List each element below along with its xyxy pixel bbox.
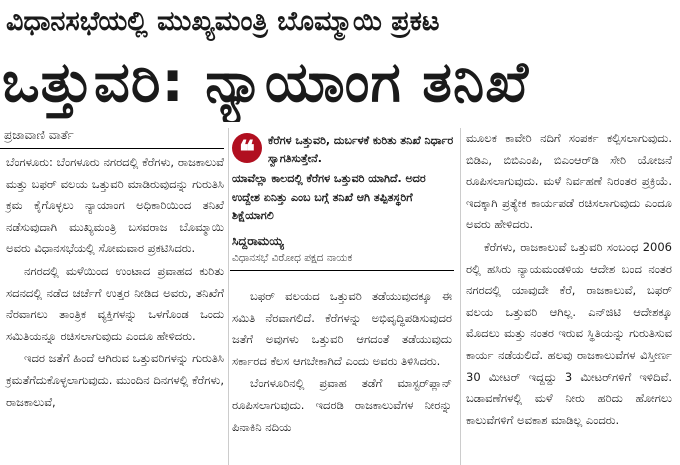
pull-quote-text-bottom: ಯಾವೆಲ್ಲಾ ಕಾಲದಲ್ಲಿ ಕೆರೆಗಳ ಒತ್ತುವರಿ ಯಾಗಿದೆ. ಅದರ ಉದ್ದೇಶ ಏನಿತ್ತು ಎಂಬ ಬಗ್ಗೆ ತನಿಖೆ ಆಗಿ ತಪ್ಪಿತಸ್ಥರಿಗೆ ಶಿಕ್ಷೆಯಾಗಲಿ (232, 172, 426, 222)
byline-divider (0, 148, 224, 149)
paragraph: ಬೆಂಗಳೂರು: ಬೆಂಗಳೂರು ನಗರದಲ್ಲಿ ಕೆರೆಗಳು, ರಾಜಕಾಲುವೆ ಮತ್ತು ಬಫರ್ ವಲಯ ಒತ್ತುವರಿ ಮಾಡಿರುವುದನ್ನು ಗುರುತಿಸಿ ಕ್ರಮ ಕೈಗೊಳ್ಳಲು ನ್ಯಾಯಾಂಗ ಅಧಿಕಾರಿಯಿಂದ ತನಿಖೆ ನಡೆಸುವುದಾಗಿ ಮುಖ್ಯಮಂತ್ರಿ ಬಸವರಾಜ ಬೊಮ್ಮಾಯಿ ಅವರು ವಿಧಾನಸಭೆಯಲ್ಲಿ ಸೋಮವಾರ ಪ್ರಕಟಿಸಿದರು. (6, 155, 224, 256)
headline: ಒತ್ತುವರಿ: ನ್ಯಾಯಾಂಗ ತನಿಖೆ (2, 50, 530, 115)
pull-quote-name: ಸಿದ್ದರಾಮಯ್ಯ (232, 234, 284, 248)
article-column-1 (6, 152, 224, 414)
paragraph: ನಗರದಲ್ಲಿ ಮಳೆಯಿಂದ ಉಂಟಾದ ಪ್ರವಾಹದ ಕುರಿತು ಸದನದಲ್ಲಿ ನಡೆದ ಚರ್ಚೆಗೆ ಉತ್ತರ ನೀಡಿದ ಅವರು, ತನಿಖೆಗೆ ನೆರವಾಗಲು ತಾಂತ್ರಿಕ ವ್ಯಕ್ತಿಗಳನ್ನು ಒಳಗೊಂಡ ಒಂದು ಸಮಿತಿಯನ್ನೂ ರಚಿಸಲಾಗುವುದು ಎಂದೂ ಹೇಳಿದರು. (6, 263, 224, 343)
pull-quote-text-top: ಕೆರೆಗಳ ಒತ್ತುವರಿ, ದುರ್ಬಳಕೆ ಕುರಿತು ತನಿಖೆ ನಿರ್ಧಾರ ಸ್ವಾಗತಿಸುತ್ತೇನೆ. (268, 134, 454, 165)
pull-quote (230, 130, 456, 270)
paragraph: ಮೂಲಕ ಕಾವೇರಿ ನದಿಗೆ ಸಂಪರ್ಕ ಕಲ್ಪಿಸಲಾಗುವುದು. ಬಿಡಿಎ, ಬಿಬಿಎಂಪಿ, ಬಿಎಂಆರ್‌ಡಿ ಸೇರಿ ಯೋಜನೆ ರೂಪಿಸಲಾಗುವುದು. ಮಳೆ ನಿರ್ವಹಣೆ ನಿರಂತರ ಪ್ರಕ್ರಿಯೆ. ಇದಕ್ಕಾಗಿ ಪ್ರತ್ಯೇಕ ಕಾರ್ಯಪಡೆ ರಚಿಸಲಾಗುವುದು ಎಂದೂ ಅವರು ಹೇಳಿದರು. (466, 131, 672, 232)
paragraph: ಇದರ ಜತೆಗೆ ಹಿಂದೆ ಆಗಿರುವ ಒತ್ತುವರಿಗಳನ್ನು ಗುರುತಿಸಿ ಕ್ರಮತೆಗೆದುಕೊಳ್ಳಲಾಗುವುದು. ಮುಂದಿನ ದಿನಗಳಲ್ಲಿ ಕೆರೆಗಳು, ರಾಜಕಾಲುವೆ, (6, 351, 224, 409)
article-column-2 (232, 286, 452, 439)
column-rule (228, 128, 229, 465)
byline: ಪ್ರಜಾವಾಣಿ ವಾರ್ತೆ (4, 128, 74, 142)
paragraph: ಬಫರ್ ವಲಯದ ಒತ್ತುವರಿ ತಡೆಯುವುದಕ್ಕೂ ಈ ಸಮಿತಿ ನೆರವಾಗಲಿದೆ. ಕೆರೆಗಳನ್ನು ಅಭಿವೃದ್ಧಿಪಡಿಸುವುದರ ಜತೆಗೆ ಅವುಗಳು ಒತ್ತುವರಿ ಆಗದಂತೆ ತಡೆಯುವುದು ಸರ್ಕಾರದ ಕೆಲಸ ಆಗಬೇಕಾಗಿದೆ ಎಂದು ಅವರು ತಿಳಿಸಿದರು. (232, 289, 452, 368)
article-column-3 (466, 128, 672, 432)
kicker: ವಿಧಾನಸಭೆಯಲ್ಲಿ ಮುಖ್ಯಮಂತ್ರಿ ಬೊಮ್ಮಾಯಿ ಪ್ರಕಟ (6, 6, 440, 37)
pull-quote-divider (230, 270, 454, 271)
pull-quote-role: ವಿಧಾನಸಭೆ ವಿರೋಧ ಪಕ್ಷದ ನಾಯಕ (232, 252, 353, 264)
paragraph: ಬೆಂಗಳೂರಿನಲ್ಲಿ ಪ್ರವಾಹ ತಡೆಗೆ ಮಾಸ್ಟರ್‌ಪ್ಲಾನ್ ರೂಪಿಸಲಾಗುವುದು. ಇದರಡಿ ರಾಜಕಾಲುವೆಗಳ ನೀರನ್ನು ಪಿನಾಕಿನಿ ನದಿಯ (232, 376, 452, 434)
paragraph: ಕೆರೆಗಳು, ರಾಜಕಾಲುವೆ ಒತ್ತುವರಿ ಸಂಬಂಧ 2006 ರಲ್ಲಿ ಹಸಿರು ನ್ಯಾಯಮಂಡಳಿಯ ಆದೇಶ ಬಂದ ನಂತರ ನಗರದಲ್ಲಿ ಯಾವುದೇ ಕೆರೆ, ರಾಜಕಾಲುವೆ, ಬಫರ್ ವಲಯ ಒತ್ತುವರಿ ಆಗಿಲ್ಲ. ಎನ್‌ಜಿಟಿ ಆದೇಶಕ್ಕೂ ಮೊದಲು ಮತ್ತು ನಂತರ ಇರುವ ಸ್ಥಿತಿಯನ್ನು ಗುರುತಿಸುವ ಕಾರ್ಯ ನಡೆಯಲಿದೆ. ಹಲವು ರಾಜಕಾಲುವೆಗಳ ವಿಸ್ತೀರ್ಣ 30 ಮೀಟರ್ ಇದ್ದದ್ದು 3 ಮೀಟರ್‌ಗಳಿಗೆ ಇಳಿದಿವೆ. ಬಡಾವಣೆಗಳಲ್ಲಿ ಮಳೆ ನೀರು ಹರಿದು ಹೋಗಲು ಕಾಲುವೆಗಳಿಗೆ ಅವಕಾಶ ಮಾಡಿಲ್ಲ ಎಂದರು. (466, 239, 672, 427)
quote-mark-icon: ❝ (232, 133, 262, 163)
column-rule (460, 128, 461, 465)
